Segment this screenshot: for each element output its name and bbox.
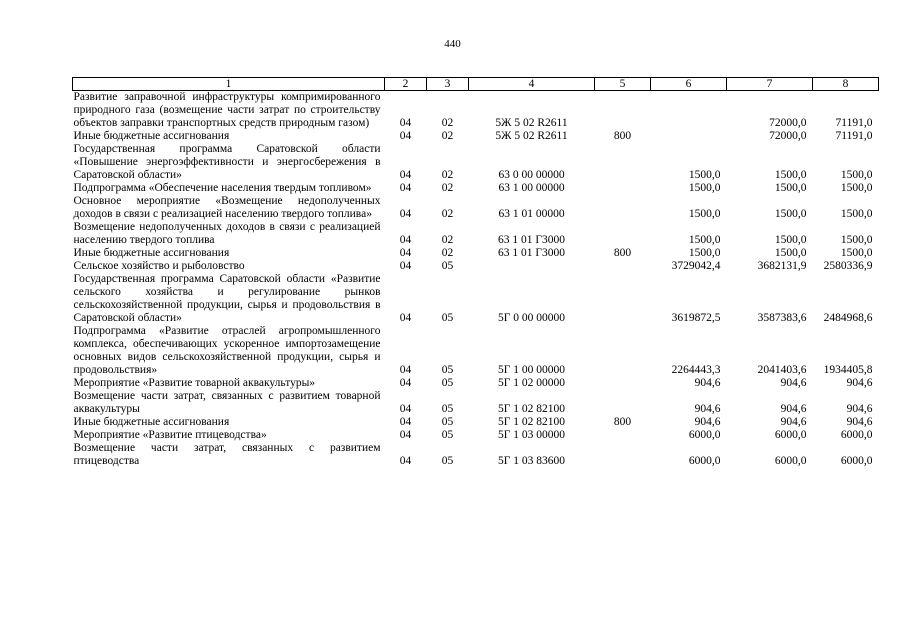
section-code: 04: [399, 429, 412, 441]
table-row: [73, 273, 879, 325]
target-article-code: 63 1 01 00000: [498, 208, 565, 220]
expense-type-code: [595, 273, 651, 325]
section-code: 04: [399, 364, 412, 376]
target-article-code: 63 1 01 Г3000: [497, 234, 566, 246]
target-article-code: 5Г 1 03 83600: [497, 455, 566, 467]
amount-col-7: 2041403,6: [757, 364, 807, 376]
amount-col-6: 6000,0: [688, 429, 721, 441]
section-code: 04: [399, 169, 412, 181]
subsection-code: 05: [441, 377, 454, 389]
section-code: 04: [399, 130, 412, 142]
column-header: 3: [427, 78, 469, 91]
column-header: 5: [595, 78, 651, 91]
table-row: [73, 195, 879, 221]
amount-col-7: 1500,0: [774, 208, 807, 220]
amount-col-7: 1500,0: [774, 234, 807, 246]
target-article-code: 5Г 1 02 82100: [497, 403, 566, 415]
target-article-code: 5Г 1 03 00000: [497, 429, 566, 441]
amount-col-8: 904,6: [846, 377, 873, 389]
row-name: Развитие заправочной инфраструктуры компримированного природного газа (возмещение части затрат по строительству объектов заправки транспортных средств природным газом): [73, 91, 381, 129]
amount-col-8: 1500,0: [840, 234, 873, 246]
amount-col-6: 6000,0: [688, 455, 721, 467]
amount-col-6: 3729042,4: [671, 260, 721, 272]
row-name: Подпрограмма «Обеспечение населения твердым топливом»: [73, 182, 372, 194]
amount-col-8: 904,6: [846, 416, 873, 428]
amount-col-6: 2264443,3: [671, 364, 721, 376]
target-article-code: 5Ж 5 02 R2611: [495, 130, 568, 142]
expense-type-code: [595, 195, 651, 221]
section-code: 04: [399, 260, 412, 272]
subsection-code: 02: [441, 169, 454, 181]
section-code: 04: [399, 403, 412, 415]
subsection-code: 02: [441, 208, 454, 220]
target-article-code: 5Г 1 02 00000: [497, 377, 566, 389]
amount-col-6: 1500,0: [688, 208, 721, 220]
row-name: Иные бюджетные ассигнования: [73, 130, 230, 142]
target-article-code: 5Г 1 00 00000: [497, 364, 566, 376]
column-header: 1: [73, 78, 385, 91]
amount-col-8: 6000,0: [840, 429, 873, 441]
column-header: 8: [813, 78, 879, 91]
expense-type-code: [595, 442, 651, 468]
budget-table: [72, 77, 879, 468]
row-name: Возмещение недополученных доходов в связи с реализацией населению твердого топлива: [73, 221, 381, 246]
subsection-code: 05: [441, 416, 454, 428]
amount-col-7: 1500,0: [774, 247, 807, 259]
row-name: Мероприятие «Развитие птицеводства»: [73, 429, 267, 441]
row-name: Возмещение части затрат, связанных с развитием птицеводства: [73, 442, 381, 467]
amount-col-7: 1500,0: [774, 182, 807, 194]
subsection-code: 05: [441, 455, 454, 467]
amount-col-7: 1500,0: [774, 169, 807, 181]
section-code: 04: [399, 416, 412, 428]
expense-type-code: [595, 377, 651, 390]
row-name: Государственная программа Саратовской области «Повышение энергоэффективности и энергосбережения в Саратовской области»: [73, 143, 381, 181]
target-article-code: 63 1 01 Г3000: [497, 247, 566, 259]
table-row: [73, 130, 879, 143]
page-number: 440: [444, 38, 461, 50]
subsection-code: 02: [441, 117, 454, 129]
subsection-code: 05: [441, 429, 454, 441]
subsection-code: 02: [441, 234, 454, 246]
table-row: [73, 442, 879, 468]
section-code: 04: [399, 455, 412, 467]
table-row: [73, 260, 879, 273]
amount-col-7: 6000,0: [774, 455, 807, 467]
section-code: 04: [399, 377, 412, 389]
expense-type-code: [595, 429, 651, 442]
subsection-code: 05: [441, 364, 454, 376]
table-row: [73, 325, 879, 377]
expense-type-code: [595, 143, 651, 182]
amount-col-8: 1500,0: [840, 182, 873, 194]
amount-col-8: 904,6: [846, 403, 873, 415]
amount-col-6: 904,6: [694, 416, 721, 428]
subsection-code: 02: [441, 130, 454, 142]
amount-col-8: 1500,0: [840, 247, 873, 259]
amount-col-7: 904,6: [780, 416, 807, 428]
expense-type-code: 800: [613, 247, 632, 259]
table-row: [73, 221, 879, 247]
amount-col-6: 904,6: [694, 403, 721, 415]
amount-col-8: 6000,0: [840, 455, 873, 467]
expense-type-code: 800: [613, 416, 632, 428]
section-code: 04: [399, 182, 412, 194]
amount-col-7: 6000,0: [774, 429, 807, 441]
amount-col-8: 1934405,8: [823, 364, 873, 376]
header-row: [73, 78, 879, 91]
row-name: Государственная программа Саратовской области «Развитие сельского хозяйства и регулирование рынков сельскохозяйственной продукции, сырья и продовольствия в Саратовской области»: [73, 273, 381, 324]
target-article-code: 5Ж 5 02 R2611: [495, 117, 568, 129]
amount-col-6: 1500,0: [688, 182, 721, 194]
target-article-code: 5Г 1 02 82100: [497, 416, 566, 428]
target-article-code: 63 0 00 00000: [498, 169, 565, 181]
amount-col-6: 1500,0: [688, 247, 721, 259]
section-code: 04: [399, 312, 412, 324]
expense-type-code: [595, 221, 651, 247]
subsection-code: 05: [441, 312, 454, 324]
amount-col-8: 2580336,9: [823, 260, 873, 272]
amount-col-7: 904,6: [780, 403, 807, 415]
column-header: 2: [385, 78, 427, 91]
row-name: Основное мероприятие «Возмещение недополученных доходов в связи с реализацией населению твердого топлива»: [73, 195, 381, 220]
table-row: [73, 247, 879, 260]
amount-col-6: 1500,0: [688, 169, 721, 181]
subsection-code: 02: [441, 182, 454, 194]
amount-col-8: 71191,0: [835, 117, 873, 129]
column-header: 7: [727, 78, 813, 91]
amount-col-7: 72000,0: [769, 117, 807, 129]
expense-type-code: [595, 91, 651, 131]
table-body: [73, 91, 879, 469]
amount-col-6: [651, 91, 727, 131]
expense-type-code: [595, 390, 651, 416]
amount-col-7: 72000,0: [769, 130, 807, 142]
table-row: [73, 143, 879, 182]
row-name: Иные бюджетные ассигнования: [73, 247, 230, 259]
table-row: [73, 91, 879, 131]
section-code: 04: [399, 234, 412, 246]
expense-type-code: 800: [613, 130, 632, 142]
table-row: [73, 416, 879, 429]
table-row: [73, 182, 879, 195]
amount-col-6: 1500,0: [688, 234, 721, 246]
row-name: Сельское хозяйство и рыболовство: [73, 260, 245, 272]
subsection-code: 05: [441, 403, 454, 415]
expense-type-code: [595, 260, 651, 273]
amount-col-6: 904,6: [694, 377, 721, 389]
section-code: 04: [399, 117, 412, 129]
amount-col-8: 71191,0: [835, 130, 873, 142]
amount-col-7: 3682131,9: [757, 260, 807, 272]
row-name: Подпрограмма «Развитие отраслей агропромышленного комплекса, обеспечивающих ускоренное импортозамещение основных видов сельскохозяйственной продукции, сырья и продовольствия»: [73, 325, 381, 376]
section-code: 04: [399, 208, 412, 220]
amount-col-8: 1500,0: [840, 208, 873, 220]
table-row: [73, 429, 879, 442]
row-name: Иные бюджетные ассигнования: [73, 416, 230, 428]
amount-col-6: 3619872,5: [671, 312, 721, 324]
column-header: 4: [469, 78, 595, 91]
amount-col-7: 904,6: [780, 377, 807, 389]
expense-type-code: [595, 325, 651, 377]
expense-type-code: [595, 182, 651, 195]
column-header: 6: [651, 78, 727, 91]
target-article-code: [469, 260, 595, 273]
target-article-code: 63 1 00 00000: [498, 182, 565, 194]
subsection-code: 05: [441, 260, 454, 272]
row-name: Мероприятие «Развитие товарной аквакультуры»: [73, 377, 316, 389]
row-name: Возмещение части затрат, связанных с развитием товарной аквакультуры: [73, 390, 381, 415]
amount-col-7: 3587383,6: [757, 312, 807, 324]
amount-col-8: 2484968,6: [823, 312, 873, 324]
table-row: [73, 390, 879, 416]
table-row: [73, 377, 879, 390]
amount-col-8: 1500,0: [840, 169, 873, 181]
subsection-code: 02: [441, 247, 454, 259]
amount-col-6: [651, 130, 727, 143]
section-code: 04: [399, 247, 412, 259]
target-article-code: 5Г 0 00 00000: [497, 312, 566, 324]
